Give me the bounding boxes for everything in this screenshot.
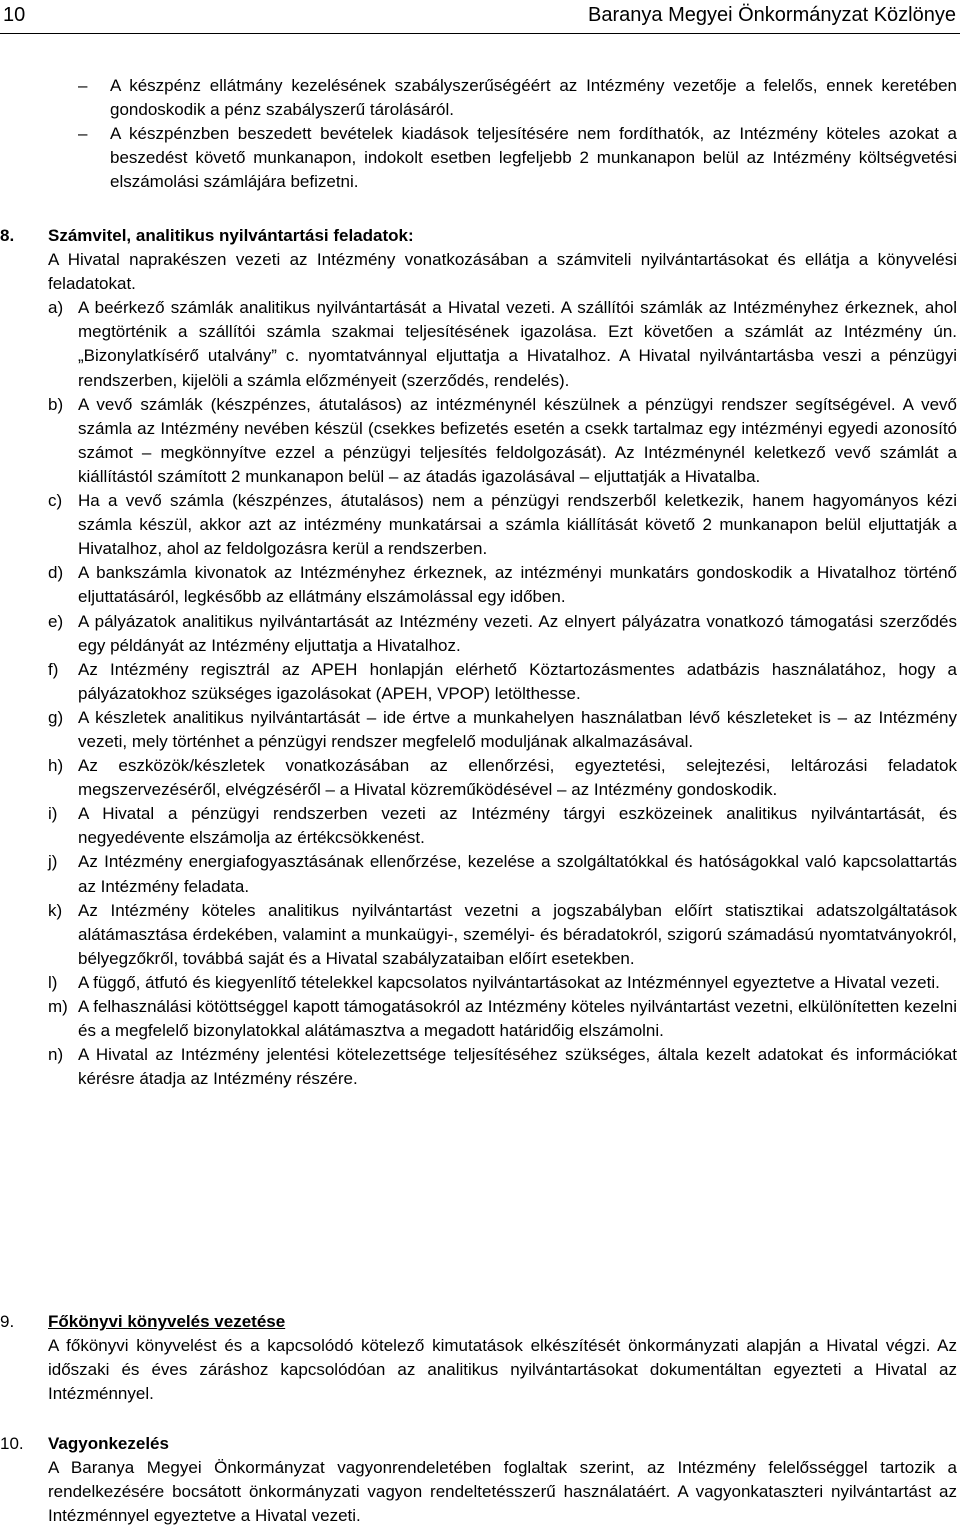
section-9 [0,1310,957,1406]
publication-title: Baranya Megyei Önkormányzat Közlönye [588,4,956,26]
section-heading [0,1310,957,1334]
list-item-label: j) [48,852,58,872]
list-item-label: e) [48,611,64,631]
section-body: A Baranya Megyei Önkormányzat vagyonrendeletében foglaltak szerint, az Intézmény felelősséggel tartozik a rendelkezésére bocsátott önkormányzati vagyon rendeltetésszerű használatáért. A vagyonkataszteri nyilvántartást az Intézménnyel egyeztetve a Hivatal vezeti. [48,1458,957,1526]
list-item [0,296,957,392]
list-item-label: d) [48,563,64,583]
list-item-label: h) [48,756,64,776]
list-item [0,610,957,658]
list-item-label: l) [48,972,58,992]
list-item [0,706,957,754]
list-item-text: A Hivatal az Intézmény jelentési kötelezettsége teljesítéséhez szükséges, általa kezelt adatokat és információkat kérésre átadja az Intézmény részére. [78,1045,957,1089]
list-item-label: f) [48,659,59,679]
dash-item-text: A készpénzben beszedett bevételek kiadások teljesítésére nem fordíthatók, az Intézmény köteles azokat a beszedést követő munkanapon, indokolt esetben legfeljebb 2 munkanapon belül az Intézmény költségvetési elszámolási számlájára befizetni. [110,124,957,192]
section-heading [0,224,957,248]
section-title: Főkönyvi könyvelés vezetése [48,1312,286,1331]
list-item [0,561,957,609]
list-item-text: A bankszámla kivonatok az Intézményhez érkeznek, az intézményi munkatárs gondoskodik a Hivatalhoz történő eljuttatásáról, legkésőbb az ellátmány elszámolással egy időben. [78,563,957,607]
list-item-text: A beérkező számlák analitikus nyilvántartását a Hivatal vezeti. A szállítói számlák az Intézményhez érkeznek, ahol megtörténik a szállítói számla szakmai teljesítésének igazolása. Ezt követően a számlát az Intézmény ún. „Bizonylatkísérő utalvány” c. nyomtatvánnyal eljuttatja a Hivatalhoz. A Hivatal nyilvántartásba veszi a pénzügyi rendszerben, kijelöli a számla előzményeit (szerződés, rendelés). [78,298,957,390]
page-header [0,0,960,34]
dash-list [78,74,957,194]
dash-bullet: – [78,76,88,95]
list-item-text: Az eszközök/készletek vonatkozásában az ellenőrzési, egyeztetési, selejtezési, leltározási feladatok megszervezéséről, elvégzéséről – a Hivatal közreműködésével – az Intézmény gondoskodik. [78,756,957,800]
list-item-text: Az Intézmény regisztrál az APEH honlapján elérhető Köztartozásmentes adatbázis használatához, hogy a pályázatokhoz szükséges igazolásokat (APEH, VPOP) letölthesse. [78,659,957,703]
section-body: A főkönyvi könyvelést és a kapcsolódó kötelező kimutatások elkészítését önkormányzati alapján a Hivatal végzi. Az időszaki és éves záráshoz kapcsolódóan az analitikus nyilvántartásokat dokumentáltan egyezteti a Hivatal az Intézménnyel. [48,1336,957,1404]
page-number: 10 [3,4,26,26]
list-item-label: k) [48,900,63,920]
section-8 [0,224,957,1091]
list-item-label: i) [48,804,58,824]
list-item-text: A pályázatok analitikus nyilvántartását az Intézmény vezeti. Az elnyert pályázatra vonatkozó támogatási szerződés egy példányát az Intézmény eljuttatja a Hivatalhoz. [78,611,957,655]
list-item-text: Az Intézmény energiafogyasztásának ellenőrzése, kezelése a szolgáltatókkal és hatóságokkal való kapcsolattartás az Intézmény feladata. [78,852,957,896]
list-item [0,489,957,561]
list-item-label: m) [48,997,68,1016]
list-item [0,1043,957,1091]
lettered-list [0,296,957,1091]
list-item-label: c) [48,491,63,511]
list-item-text: A vevő számlák (készpénzes, átutalásos) az intézménynél készülnek a pénzügyi rendszer segítségével. A vevő számla az Intézmény nevében készül (csekkes befizetés esetén a csekk tartalmaz egy intézményi egyedi azonosító számot – megkönnyítve ezzel a pénzügyi teljesítés feldolgozását). Az Intézménynél keletkező vevő számlát a kiállítástól számított 2 munkanapon belül – az átadás igazolásával – eljuttatják a Hivatalba. [78,394,957,486]
list-item [0,754,957,802]
dash-item-text: A készpénz ellátmány kezelésének szabályszerűségéért az Intézmény vezetője a felelős, ennek keretében gondoskodik a pénz szabályszerű tárolásáról. [110,76,957,120]
list-item [0,393,957,489]
list-item-label: n) [48,1045,64,1065]
list-item-label: b) [48,394,64,414]
section-number: 10. [0,1434,24,1453]
list-item [0,658,957,706]
section-number: 9. [0,1312,15,1331]
section-intro: A Hivatal naprakészen vezeti az Intézmény vonatkozásában a számviteli nyilvántartásokat és ellátja a könyvelési feladatokat. [48,250,957,294]
list-item-label: a) [48,298,64,318]
section-number: 8. [0,226,15,245]
list-item-text: A függő, átfutó és kiegyenlítő tételekkel kapcsolatos nyilvántartásokat az Intézménnyel egyeztetve a Hivatal vezeti. [78,972,940,992]
dash-item [78,122,957,194]
section-10 [0,1432,957,1528]
section-title: Vagyonkezelés [48,1434,169,1453]
section-heading [0,1432,957,1456]
list-item-text: A készletek analitikus nyilvántartását – ide értve a munkahelyen használatban lévő készleteket is – az Intézmény vezeti, mely történhet a pénzügyi rendszer megfelelő moduljának alkalmazásával. [78,707,957,751]
list-item-text: A felhasználási kötöttséggel kapott támogatásokról az Intézmény köteles nyilvántartást vezetni, elkülönítetten kezelni és a megfelelő bizonylatokkal alátámasztva a megadott határidőig elszámolni. [78,997,957,1041]
list-item-text: Ha a vevő számla (készpénzes, átutalásos) nem a pénzügyi rendszerből keletkezik, hanem hagyományos kézi számla készül, akkor azt az intézmény munkatársai a számla kiállítását követő 2 munkanapon belül eljuttatják a Hivatalhoz, ahol az feldolgozásra kerül a rendszerben. [78,491,957,559]
list-item [0,899,957,971]
list-item [0,971,957,995]
section-title: Számvitel, analitikus nyilvántartási feladatok: [48,226,414,245]
list-item-label: g) [48,707,64,727]
dash-bullet: – [78,124,88,144]
list-item [0,802,957,850]
list-item [0,995,957,1043]
dash-item [78,74,957,122]
list-item-text: A Hivatal a pénzügyi rendszerben vezeti az Intézmény tárgyi eszközeinek analitikus nyilvántartását, és negyedévente elszámolja az értékcsökkenést. [78,804,957,848]
list-item [0,850,957,898]
list-item-text: Az Intézmény köteles analitikus nyilvántartást vezetni a jogszabályban előírt statisztikai adatszolgáltatások alátámasztása érdekében, valamint a munkaügyi-, személyi- és béradatokról, szigorú számadású nyomtatványokról, bélyegzőkről, továbbá saját és a Hivatal szabályzataiban előírt esetekben. [78,900,957,968]
